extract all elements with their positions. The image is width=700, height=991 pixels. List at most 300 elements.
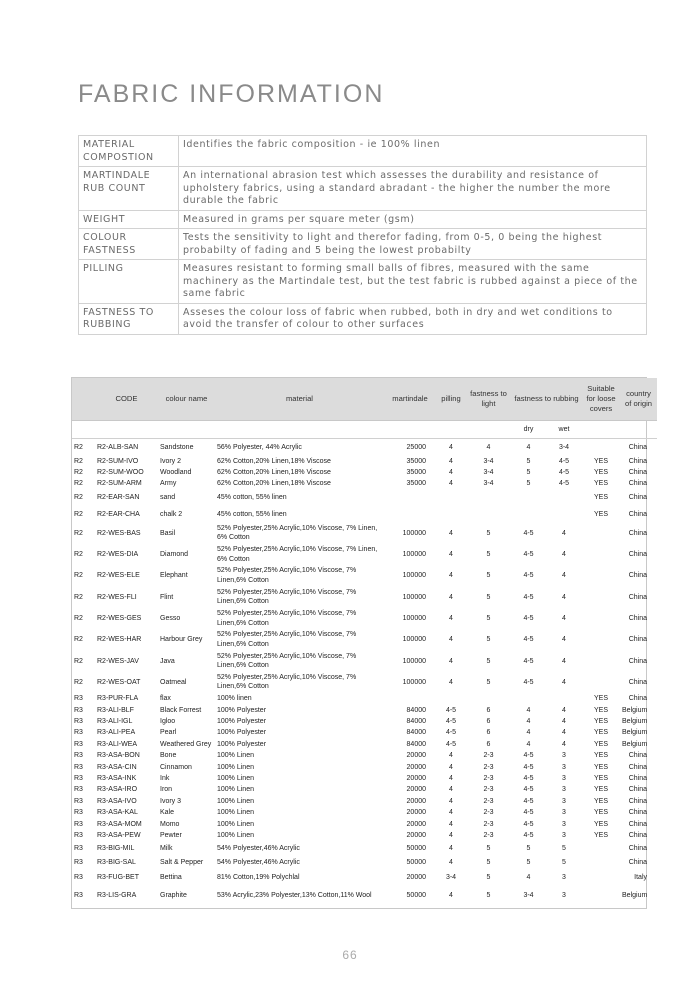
loose-covers-cell: YES bbox=[594, 469, 609, 477]
colour-name-cell: Elephant bbox=[160, 572, 188, 580]
fastness-light-cell: 2-3 bbox=[483, 820, 494, 828]
fastness-light-cell: 6 bbox=[486, 718, 491, 726]
table-row bbox=[72, 841, 657, 856]
colour-name-cell: Pewter bbox=[160, 831, 182, 839]
fastness-light-cell bbox=[466, 693, 511, 704]
page-title: FABRIC INFORMATION bbox=[78, 80, 385, 108]
definition-row bbox=[79, 303, 647, 334]
colour-name-cell: Basil bbox=[160, 529, 176, 537]
material-cell: 100% Linen bbox=[217, 763, 254, 771]
definition-term: MARTINDALE RUB COUNT bbox=[79, 167, 179, 211]
range-cell: R3 bbox=[74, 873, 83, 881]
pilling-cell: 4 bbox=[449, 859, 453, 867]
pilling-cell: 4 bbox=[449, 820, 453, 828]
loose-covers-cell bbox=[582, 608, 620, 629]
range-cell: R3 bbox=[74, 786, 83, 794]
material-cell: 100% Linen bbox=[217, 809, 254, 817]
code-cell: R3-BIG-SAL bbox=[97, 859, 136, 867]
martindale-cell bbox=[384, 490, 436, 507]
material-cell: 45% cotton, 55% linen bbox=[217, 494, 287, 502]
range-cell: R2 bbox=[74, 457, 83, 465]
material-cell: 52% Polyester,25% Acrylic,10% Viscose, 7% Linen, 6% Cotton bbox=[217, 524, 378, 542]
rubbing-wet-cell: 4 bbox=[562, 572, 566, 580]
pilling-cell bbox=[436, 506, 466, 523]
colour-name-cell: Ink bbox=[160, 774, 170, 782]
loose-covers-cell bbox=[582, 587, 620, 608]
pilling-cell bbox=[436, 490, 466, 507]
colour-name-cell: Woodland bbox=[160, 469, 192, 477]
rubbing-wet-cell: 4 bbox=[562, 740, 566, 748]
martindale-cell: 20000 bbox=[406, 873, 426, 881]
martindale-cell: 25000 bbox=[384, 439, 436, 456]
material-cell: 53% Acrylic,23% Polyester,13% Cotton,11% Wool bbox=[217, 891, 372, 899]
material-cell: 45% cotton, 55% linen bbox=[217, 510, 287, 518]
colour-name-cell: Bettina bbox=[160, 873, 182, 881]
martindale-cell: 20000 bbox=[406, 797, 426, 805]
loose-covers-cell: YES bbox=[594, 797, 609, 805]
fastness-light-cell: 5 bbox=[486, 891, 491, 899]
rubbing-wet-cell: 4 bbox=[562, 551, 566, 559]
table-row bbox=[72, 807, 657, 818]
rubbing-dry-cell: 4-5 bbox=[523, 797, 534, 805]
table-row bbox=[72, 830, 657, 841]
martindale-cell: 20000 bbox=[406, 820, 426, 828]
code-cell: R3-ALI-IGL bbox=[97, 718, 133, 726]
table-row bbox=[72, 773, 657, 784]
fastness-light-cell: 5 bbox=[486, 873, 491, 881]
fastness-light-cell: 6 bbox=[486, 706, 491, 714]
colour-name-cell: Milk bbox=[160, 844, 173, 852]
header-loose-covers: Suitable for loose covers bbox=[582, 378, 620, 421]
fastness-light-cell: 3-4 bbox=[483, 457, 494, 465]
pilling-cell: 4 bbox=[449, 657, 453, 665]
rubbing-dry-cell: 4-5 bbox=[523, 774, 534, 782]
pilling-cell: 4-5 bbox=[445, 718, 457, 726]
code-cell: R3-LIS-GRA bbox=[97, 891, 137, 899]
material-cell: 100% Linen bbox=[217, 797, 254, 805]
loose-covers-cell: YES bbox=[594, 752, 609, 760]
rubbing-wet-cell: 3-4 bbox=[546, 439, 582, 456]
pilling-cell: 4 bbox=[436, 439, 466, 456]
material-cell: 56% Polyester, 44% Acrylic bbox=[215, 439, 384, 456]
rubbing-wet-cell: 4 bbox=[562, 636, 566, 644]
colour-name-cell: Black Forrest bbox=[160, 706, 202, 714]
table-row bbox=[72, 704, 657, 715]
colour-name-cell: Bone bbox=[160, 752, 177, 760]
rubbing-wet-cell: 4 bbox=[562, 718, 566, 726]
colour-name-cell: Igloo bbox=[160, 718, 176, 726]
material-cell: 62% Cotton,20% Linen,18% Viscose bbox=[217, 480, 331, 488]
rubbing-dry-cell: 5 bbox=[526, 457, 531, 465]
rubbing-dry-cell: 5 bbox=[526, 480, 531, 488]
range-cell: R3 bbox=[74, 774, 83, 782]
country-cell: China bbox=[628, 657, 648, 665]
code-cell: R2-ALB-SAN bbox=[95, 439, 158, 456]
country-cell: China bbox=[628, 615, 648, 622]
pilling-cell: 4 bbox=[449, 469, 453, 477]
material-cell: 52% Polyester,25% Acrylic,10% Viscose, 7% Linen,6% Cotton bbox=[217, 567, 357, 584]
loose-covers-cell: YES bbox=[594, 706, 609, 714]
pilling-cell: 4 bbox=[449, 572, 453, 580]
code-cell: R2-EAR-CHA bbox=[97, 510, 140, 518]
table-row bbox=[72, 761, 657, 772]
material-cell: 52% Polyester,25% Acrylic,10% Viscose, 7% Linen,6% Cotton bbox=[217, 652, 357, 670]
colour-name-cell: Cinnamon bbox=[160, 763, 192, 771]
code-cell: R2-WES-DIA bbox=[97, 551, 139, 559]
pilling-cell: 4 bbox=[449, 786, 453, 794]
rubbing-dry-cell: 5 bbox=[526, 859, 531, 867]
fastness-light-cell: 5 bbox=[486, 551, 491, 559]
definition-term: FASTNESS TO RUBBING bbox=[79, 303, 179, 334]
loose-covers-cell bbox=[582, 672, 620, 693]
colour-name-cell: Momo bbox=[160, 820, 180, 828]
country-cell: China bbox=[628, 636, 648, 644]
fastness-light-cell: 5 bbox=[486, 636, 491, 644]
loose-covers-cell bbox=[582, 841, 620, 856]
range-cell: R2 bbox=[74, 615, 83, 622]
material-cell: 81% Cotton,19% Polychlal bbox=[217, 873, 300, 881]
martindale-cell: 20000 bbox=[406, 809, 426, 817]
material-cell: 54% Polyester,46% Acrylic bbox=[217, 859, 300, 867]
rubbing-wet-cell: 3 bbox=[562, 763, 566, 771]
martindale-cell: 100000 bbox=[402, 678, 426, 686]
loose-covers-cell: YES bbox=[594, 831, 609, 839]
fastness-light-cell: 5 bbox=[486, 593, 491, 601]
country-cell: China bbox=[628, 797, 648, 805]
rubbing-wet-cell bbox=[546, 693, 582, 704]
subheader-wet: wet bbox=[558, 426, 570, 433]
fastness-light-cell: 5 bbox=[486, 678, 491, 686]
colour-name-cell: chalk 2 bbox=[160, 510, 183, 518]
rubbing-dry-cell: 4-5 bbox=[523, 636, 534, 644]
country-cell: China bbox=[628, 752, 648, 760]
rubbing-dry-cell: 4-5 bbox=[523, 615, 534, 622]
definition-description: An international abrasion test which assesses the durability and resistance of upholstery fabrics, using a standard abradant - the higher the number the more durable the fabric bbox=[179, 167, 647, 211]
range-cell: R3 bbox=[74, 740, 83, 748]
material-cell: 52% Polyester,25% Acrylic,10% Viscose, 7% Linen,6% Cotton bbox=[217, 610, 357, 627]
rubbing-dry-cell: 4 bbox=[526, 729, 531, 737]
code-cell: R3-BIG-MIL bbox=[97, 844, 135, 852]
range-cell: R2 bbox=[74, 593, 83, 601]
fastness-light-cell: 5 bbox=[486, 615, 491, 622]
martindale-cell: 100000 bbox=[402, 615, 426, 622]
rubbing-wet-cell: 5 bbox=[562, 844, 566, 852]
code-cell: R3-ASA-MOM bbox=[97, 820, 142, 828]
loose-covers-cell: YES bbox=[594, 820, 609, 828]
range-cell: R3 bbox=[74, 844, 83, 852]
fastness-light-cell: 2-3 bbox=[483, 831, 494, 839]
table-row bbox=[72, 608, 657, 629]
material-cell: 100% Polyester bbox=[217, 740, 267, 748]
rubbing-dry-cell: 4-5 bbox=[523, 820, 534, 828]
loose-covers-cell: YES bbox=[594, 809, 609, 817]
range-cell: R2 bbox=[74, 469, 83, 477]
range-cell: R2 bbox=[74, 529, 83, 537]
pilling-cell: 4 bbox=[449, 615, 453, 622]
fabric-codes-table-container bbox=[71, 377, 653, 909]
fastness-light-cell: 6 bbox=[486, 729, 491, 737]
colour-name-cell: Ivory 2 bbox=[160, 457, 182, 465]
martindale-cell: 20000 bbox=[406, 763, 426, 771]
colour-name-cell: sand bbox=[160, 494, 176, 502]
page-number: 66 bbox=[342, 948, 358, 962]
pilling-cell: 4 bbox=[449, 529, 453, 537]
rubbing-dry-cell: 5 bbox=[526, 469, 531, 477]
table-row bbox=[72, 439, 657, 456]
pilling-cell bbox=[436, 693, 466, 704]
martindale-cell: 35000 bbox=[406, 457, 426, 465]
country-cell: China bbox=[628, 457, 648, 465]
range-cell: R2 bbox=[74, 480, 83, 488]
colour-name-cell: Java bbox=[160, 657, 175, 665]
martindale-cell: 20000 bbox=[406, 774, 426, 782]
country-cell: China bbox=[628, 551, 648, 559]
country-cell: China bbox=[628, 695, 648, 703]
fastness-light-cell: 2-3 bbox=[483, 809, 494, 817]
rubbing-dry-cell: 4-5 bbox=[523, 593, 534, 601]
definition-term: MATERIAL COMPOSTION bbox=[79, 136, 179, 167]
loose-covers-cell: YES bbox=[594, 457, 609, 465]
martindale-cell: 84000 bbox=[406, 718, 426, 726]
martindale-cell: 35000 bbox=[406, 469, 426, 477]
header-colour-name: colour name bbox=[158, 378, 215, 421]
table-row bbox=[72, 885, 657, 906]
rubbing-wet-cell: 3 bbox=[562, 752, 566, 760]
range-cell: R3 bbox=[74, 831, 83, 839]
range-cell: R3 bbox=[74, 695, 83, 703]
definition-row bbox=[79, 167, 647, 211]
table-row bbox=[72, 478, 657, 489]
rubbing-dry-cell bbox=[511, 693, 546, 704]
code-cell: R3-ALI-BLF bbox=[97, 706, 134, 714]
pilling-cell: 4 bbox=[449, 797, 453, 805]
range-cell: R3 bbox=[74, 752, 83, 760]
material-cell: 62% Cotton,20% Linen,18% Viscose bbox=[217, 457, 331, 465]
header-country: country of origin bbox=[620, 378, 657, 421]
country-cell: China bbox=[628, 786, 648, 794]
rubbing-wet-cell: 3 bbox=[562, 797, 566, 805]
martindale-cell: 20000 bbox=[406, 786, 426, 794]
martindale-cell: 100000 bbox=[402, 551, 426, 559]
pilling-cell: 4 bbox=[449, 831, 453, 839]
country-cell: China bbox=[628, 859, 648, 867]
martindale-cell: 84000 bbox=[406, 706, 426, 714]
code-cell: R2-SUM-ARM bbox=[97, 480, 142, 488]
colour-name-cell: Salt & Pepper bbox=[160, 859, 204, 867]
country-cell: China bbox=[628, 831, 648, 839]
definition-term: WEIGHT bbox=[79, 210, 179, 229]
fastness-light-cell bbox=[466, 490, 511, 507]
loose-covers-cell bbox=[582, 650, 620, 671]
material-cell: 100% Polyester bbox=[217, 718, 267, 726]
rubbing-dry-cell: 4 bbox=[526, 740, 531, 748]
country-cell: Belgium bbox=[622, 729, 648, 737]
rubbing-dry-cell: 5 bbox=[526, 844, 531, 852]
table-row bbox=[72, 629, 657, 650]
code-cell: R2-EAR-SAN bbox=[97, 494, 140, 502]
martindale-cell bbox=[384, 693, 436, 704]
material-cell: 52% Polyester,25% Acrylic,10% Viscose, 7% Linen,6% Cotton bbox=[217, 588, 357, 606]
loose-covers-cell bbox=[582, 856, 620, 871]
rubbing-dry-cell: 4-5 bbox=[523, 551, 534, 559]
loose-covers-cell: YES bbox=[594, 718, 609, 726]
code-cell: R3-ASA-IRO bbox=[97, 786, 138, 794]
subheader-row bbox=[72, 421, 657, 439]
rubbing-dry-cell: 4 bbox=[526, 718, 531, 726]
range-cell: R3 bbox=[74, 729, 83, 737]
fastness-light-cell: 5 bbox=[486, 844, 491, 852]
rubbing-wet-cell: 4-5 bbox=[558, 457, 570, 465]
material-cell: 100% Linen bbox=[217, 786, 254, 794]
table-row bbox=[72, 784, 657, 795]
material-cell: 100% Polyester bbox=[217, 729, 267, 737]
country-cell: Belgium bbox=[622, 718, 648, 726]
range-cell: R3 bbox=[74, 797, 83, 805]
rubbing-dry-cell: 3-4 bbox=[523, 891, 534, 899]
fastness-light-cell: 2-3 bbox=[483, 774, 494, 782]
rubbing-wet-cell: 4 bbox=[562, 615, 566, 622]
definition-description: Identifies the fabric composition - ie 100% linen bbox=[179, 136, 647, 167]
material-cell: 100% Linen bbox=[217, 820, 254, 828]
code-cell: R3-ASA-BON bbox=[97, 752, 140, 760]
pilling-cell: 4-5 bbox=[445, 740, 457, 748]
material-cell: 100% Polyester bbox=[217, 706, 267, 714]
range-cell: R2 bbox=[72, 439, 95, 456]
rubbing-dry-cell: 4-5 bbox=[523, 572, 534, 580]
loose-covers-cell bbox=[582, 629, 620, 650]
header-fastness-light: fastness to light bbox=[466, 378, 511, 421]
fastness-light-cell: 2-3 bbox=[483, 797, 494, 805]
pilling-cell: 4 bbox=[449, 678, 453, 686]
table-row bbox=[72, 693, 657, 704]
code-cell: R3-ASA-KAL bbox=[97, 809, 138, 817]
fastness-light-cell: 5 bbox=[486, 529, 491, 537]
table-row bbox=[72, 672, 657, 693]
header-fastness-rubbing: fastness to rubbing bbox=[511, 378, 582, 421]
fastness-light-cell: 5 bbox=[486, 572, 491, 580]
table-row bbox=[72, 727, 657, 738]
definition-description: Measures resistant to forming small balls of fibres, measured with the same machinery as the Martindale test, but the test fabric is rubbed against a piece of the same fabric bbox=[179, 260, 647, 304]
range-cell: R3 bbox=[74, 706, 83, 714]
code-cell: R2-WES-GES bbox=[97, 615, 142, 622]
definition-term: PILLING bbox=[79, 260, 179, 304]
code-cell: R2-SUM-WOO bbox=[97, 469, 144, 477]
rubbing-wet-cell: 3 bbox=[562, 809, 566, 817]
material-cell: 52% Polyester,25% Acrylic,10% Viscose, 7% Linen, 6% Cotton bbox=[217, 546, 378, 563]
country-cell: China bbox=[628, 593, 648, 601]
country-cell: China bbox=[628, 469, 648, 477]
loose-covers-cell bbox=[582, 544, 620, 565]
table-row bbox=[72, 506, 657, 523]
table-row bbox=[72, 856, 657, 871]
colour-name-cell: Gesso bbox=[160, 615, 181, 622]
range-cell: R3 bbox=[74, 763, 83, 771]
fastness-light-cell: 3-4 bbox=[483, 469, 494, 477]
martindale-cell: 100000 bbox=[402, 657, 426, 665]
martindale-cell: 100000 bbox=[402, 636, 426, 644]
martindale-cell: 100000 bbox=[402, 572, 426, 580]
martindale-cell: 50000 bbox=[406, 844, 426, 852]
table-row bbox=[72, 523, 657, 544]
loose-covers-cell bbox=[582, 870, 620, 885]
rubbing-wet-cell: 3 bbox=[562, 820, 566, 828]
colour-name-cell: Harbour Grey bbox=[160, 636, 203, 644]
definition-description: Measured in grams per square meter (gsm) bbox=[179, 210, 647, 229]
material-cell: 54% Polyester,46% Acrylic bbox=[217, 844, 300, 852]
pilling-cell: 4 bbox=[449, 593, 453, 601]
rubbing-dry-cell: 4-5 bbox=[523, 809, 534, 817]
fastness-light-cell: 2-3 bbox=[483, 763, 494, 771]
martindale-cell: 84000 bbox=[406, 729, 426, 737]
rubbing-dry-cell bbox=[511, 490, 546, 507]
rubbing-dry-cell: 4-5 bbox=[523, 763, 534, 771]
rubbing-dry-cell: 4-5 bbox=[523, 786, 534, 794]
loose-covers-cell bbox=[582, 565, 620, 586]
rubbing-dry-cell: 4-5 bbox=[523, 831, 534, 839]
table-row bbox=[72, 750, 657, 761]
country-cell: China bbox=[628, 844, 648, 852]
country-cell: China bbox=[620, 439, 657, 456]
table-row bbox=[72, 490, 657, 507]
country-cell: China bbox=[628, 510, 648, 518]
rubbing-wet-cell: 3 bbox=[562, 774, 566, 782]
pilling-cell: 4 bbox=[449, 763, 453, 771]
rubbing-wet-cell: 4-5 bbox=[558, 469, 570, 477]
country-cell: Belgium bbox=[622, 706, 648, 714]
country-cell: China bbox=[628, 494, 648, 502]
range-cell: R2 bbox=[74, 551, 83, 559]
range-cell: R3 bbox=[74, 718, 83, 726]
code-cell: R2-WES-OAT bbox=[97, 678, 141, 686]
martindale-cell bbox=[384, 506, 436, 523]
code-cell: R3-ALI-WEA bbox=[97, 740, 138, 748]
rubbing-wet-cell bbox=[546, 490, 582, 507]
colour-name-cell: Weathered Grey bbox=[160, 740, 212, 748]
country-cell: China bbox=[628, 678, 648, 686]
fastness-light-cell: 4 bbox=[466, 439, 511, 456]
pilling-cell: 4 bbox=[449, 752, 453, 760]
colour-name-cell: Ivory 3 bbox=[160, 797, 182, 805]
material-cell: 52% Polyester,25% Acrylic,10% Viscose, 7% Linen,6% Cotton bbox=[217, 631, 357, 648]
rubbing-wet-cell: 4 bbox=[562, 706, 566, 714]
header-martindale: martindale bbox=[384, 378, 436, 421]
header-code: CODE bbox=[95, 378, 158, 421]
pilling-cell: 4 bbox=[449, 809, 453, 817]
pilling-cell: 4-5 bbox=[445, 729, 457, 737]
country-cell: China bbox=[628, 809, 648, 817]
martindale-cell: 84000 bbox=[406, 740, 426, 748]
header-material: material bbox=[215, 378, 384, 421]
table-row bbox=[72, 565, 657, 586]
code-cell: R3-FUG-BET bbox=[97, 873, 139, 881]
range-cell: R2 bbox=[74, 657, 83, 665]
colour-name-cell: Flint bbox=[160, 593, 174, 601]
table-row bbox=[72, 870, 657, 885]
colour-name-cell: Diamond bbox=[160, 551, 189, 559]
fastness-light-cell: 3-4 bbox=[483, 480, 494, 488]
pilling-cell: 3-4 bbox=[445, 873, 457, 881]
table-row bbox=[72, 456, 657, 467]
code-cell: R3-ASA-PEW bbox=[97, 831, 141, 839]
material-cell: 100% Linen bbox=[217, 752, 254, 760]
code-cell: R3-ALI-PEA bbox=[97, 729, 136, 737]
country-cell: Italy bbox=[634, 873, 648, 881]
loose-covers-cell: YES bbox=[594, 763, 609, 771]
country-cell: Belgium bbox=[622, 740, 648, 748]
definition-row bbox=[79, 210, 647, 229]
rubbing-dry-cell: 4-5 bbox=[523, 752, 534, 760]
definition-description: Tests the sensitivity to light and therefor fading, from 0-5, 0 being the highest probabilty of fading and 5 being the lowest probabilty bbox=[179, 229, 647, 260]
